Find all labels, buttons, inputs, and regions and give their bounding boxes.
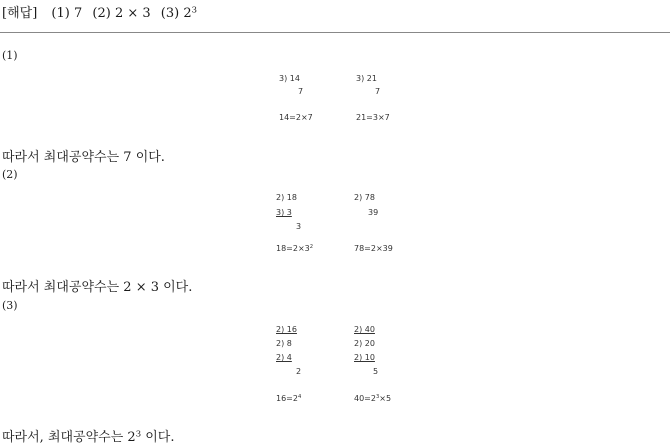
part-2-label: (2) [2,168,18,181]
answer-2: (2) 2 × 3 [92,6,151,21]
division-row: 3) 3 [276,208,292,217]
answer-label: [해답] [2,6,38,21]
division-row: 2) 16 [276,325,297,334]
factorization: $16=2^4$ [276,394,302,403]
division-row: 3) 14 [279,74,300,83]
factorization: 21=3×7 [356,113,390,122]
divider-line [0,32,670,33]
division-row: 2) 8 [276,339,292,348]
division-row: 2) 78 [354,193,375,202]
division-quotient: 3 [296,222,302,231]
part-2-conclusion: 따라서 최대공약수는 2 × 3 이다. [2,280,193,295]
division-row: 2) 4 [276,353,292,362]
factorization: $18=2\times 3^2$ [276,244,314,253]
factorization: 78=2×39 [354,244,393,253]
division-quotient: 5 [373,367,379,376]
answer-3: (3) $2^3$ [160,4,198,21]
factorization: 14=2×7 [279,113,313,122]
division-quotient: 7 [375,87,381,96]
division-row: 2) 18 [276,193,297,202]
part-3-label: (3) [2,299,18,312]
part-3-conclusion: 따라서, 최대공약수는 $2^3$ 이다. [2,428,175,445]
division-quotient: 2 [296,367,302,376]
division-quotient: 39 [368,208,379,217]
division-row: 2) 40 [354,325,375,334]
division-row: 3) 21 [356,74,377,83]
part-1-conclusion: 따라서 최대공약수는 7 이다. [2,150,165,165]
answer-header [2,2,197,21]
division-quotient: 7 [298,87,304,96]
answer-1: (1) 7 [51,6,83,21]
part-1-label: (1) [2,49,18,62]
division-row: 2) 10 [354,353,375,362]
division-row: 2) 20 [354,339,375,348]
factorization: $40=2^3\times 5$ [354,394,392,403]
